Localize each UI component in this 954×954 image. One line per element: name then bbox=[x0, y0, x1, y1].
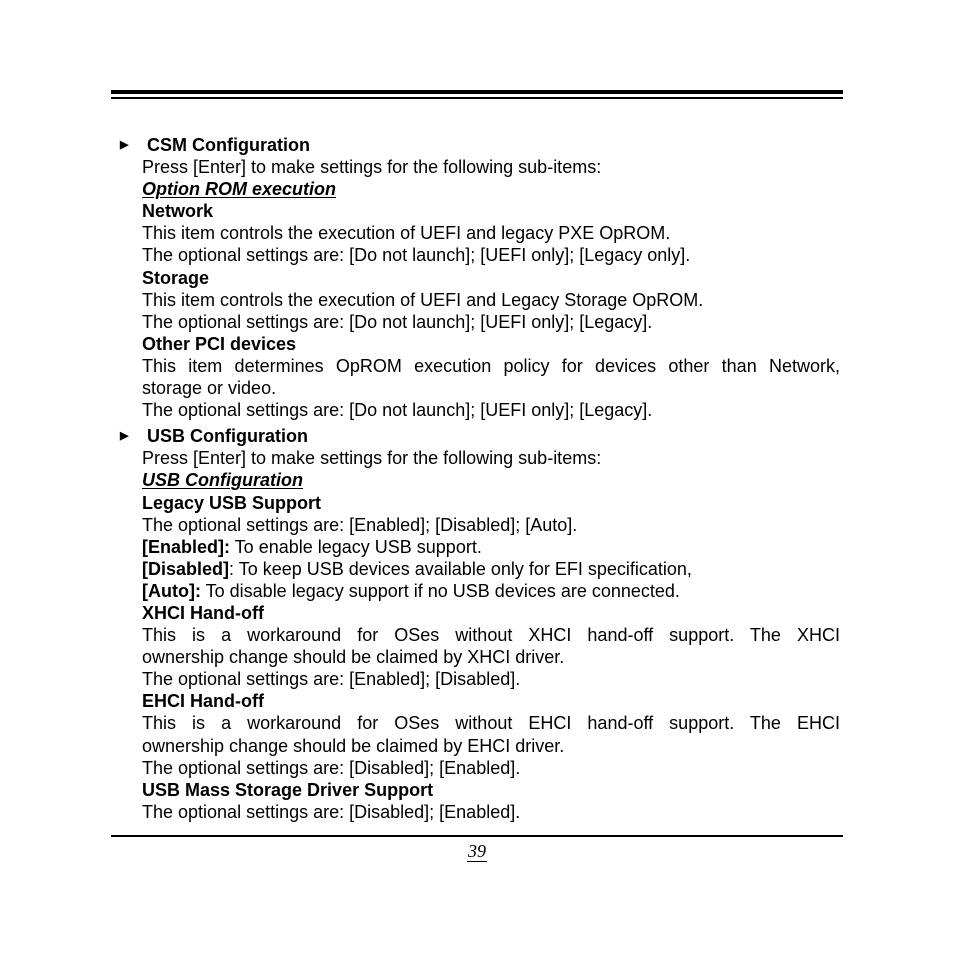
item-name-storage: Storage bbox=[142, 267, 210, 288]
item-name-ehci: EHCI Hand-off bbox=[142, 691, 264, 712]
header-rule-thin bbox=[111, 97, 843, 99]
option-disabled-text: : To keep USB devices available only for EFI specification, bbox=[229, 558, 692, 579]
item-options-other-pci: The optional settings are: [Do not launch]; [UEFI only]; [Legacy]. bbox=[142, 400, 653, 421]
item-name-usb-mass-storage: USB Mass Storage Driver Support bbox=[142, 779, 434, 800]
item-options-storage: The optional settings are: [Do not launch]; [UEFI only]; [Legacy]. bbox=[142, 311, 653, 332]
item-name-legacy-usb: Legacy USB Support bbox=[142, 492, 322, 513]
item-name-network: Network bbox=[142, 201, 214, 222]
item-options-ehci: The optional settings are: [Disabled]; [Enabled]. bbox=[142, 757, 521, 778]
section-title-text: USB Configuration bbox=[147, 426, 308, 447]
item-desc-storage: This item controls the execution of UEFI and Legacy Storage OpROM. bbox=[142, 289, 704, 310]
item-desc-other-pci-line1: This item determines OpROM execution policy for devices other than Network, bbox=[142, 355, 840, 376]
section-title-text: CSM Configuration bbox=[147, 135, 310, 155]
option-enabled-text: To enable legacy USB support. bbox=[230, 536, 482, 557]
option-disabled-label: [Disabled] bbox=[142, 558, 230, 579]
item-desc-other-pci-line2: storage or video. bbox=[142, 378, 277, 399]
item-options-legacy-usb: The optional settings are: [Enabled]; [Disabled]; [Auto]. bbox=[142, 514, 578, 535]
item-desc-ehci-line2: ownership change should be claimed by EHCI driver. bbox=[142, 735, 565, 756]
page-number bbox=[0, 840, 954, 862]
option-disabled-desc bbox=[142, 558, 840, 580]
right-triangle-icon: ▶ bbox=[120, 139, 129, 151]
item-options-xhci: The optional settings are: [Enabled]; [Disabled]. bbox=[142, 669, 521, 690]
header-rule-thick bbox=[111, 90, 843, 94]
item-name-other-pci: Other PCI devices bbox=[142, 333, 297, 354]
section-title-usb bbox=[120, 425, 954, 447]
footer-rule bbox=[111, 835, 843, 837]
subheading-usb-configuration: USB Configuration bbox=[142, 470, 303, 491]
item-desc-ehci-line1: This is a workaround for OSes without EHCI hand-off support. The EHCI bbox=[142, 713, 840, 734]
item-name-xhci: XHCI Hand-off bbox=[142, 602, 264, 623]
item-options-network: The optional settings are: [Do not launch]; [UEFI only]; [Legacy only]. bbox=[142, 245, 691, 266]
item-desc-xhci-line2: ownership change should be claimed by XHCI driver. bbox=[142, 647, 565, 668]
item-desc-network: This item controls the execution of UEFI and legacy PXE OpROM. bbox=[142, 223, 671, 244]
option-auto-desc bbox=[142, 580, 840, 602]
item-desc-xhci-line1: This is a workaround for OSes without XHCI hand-off support. The XHCI bbox=[142, 625, 840, 646]
option-auto-text: To disable legacy support if no USB devices are connected. bbox=[200, 580, 680, 601]
option-enabled-label: [Enabled]: bbox=[142, 536, 230, 557]
section-intro: Press [Enter] to make settings for the following sub-items: bbox=[142, 157, 602, 178]
item-options-usb-mass-storage: The optional settings are: [Disabled]; [Enabled]. bbox=[142, 801, 521, 822]
section-intro: Press [Enter] to make settings for the following sub-items: bbox=[142, 448, 602, 469]
option-auto-label: [Auto]: bbox=[142, 580, 201, 601]
right-triangle-icon: ▶ bbox=[120, 430, 129, 443]
page-number-text: 39 bbox=[468, 841, 486, 861]
section-title-csm bbox=[120, 134, 954, 156]
page-content bbox=[0, 134, 954, 823]
subheading-option-rom: Option ROM execution bbox=[142, 179, 337, 200]
option-enabled-desc bbox=[142, 536, 840, 558]
